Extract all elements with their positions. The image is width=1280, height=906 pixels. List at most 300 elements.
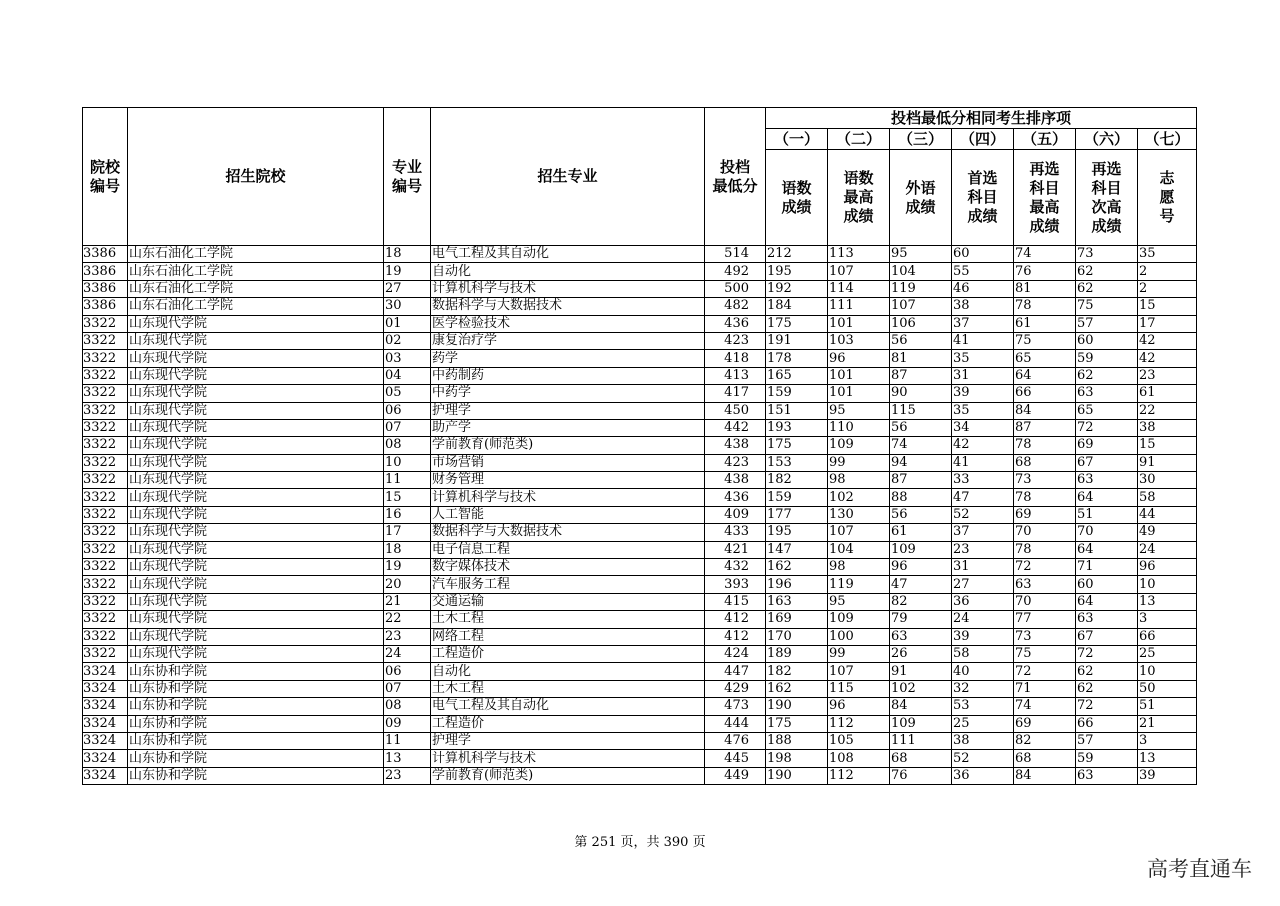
- cell-school: 山东现代学院: [128, 315, 384, 332]
- cell-min-score: 436: [705, 315, 766, 332]
- cell-s5: 84: [1014, 402, 1076, 419]
- cell-s1: 169: [766, 611, 828, 628]
- header-rank-3: （三）: [890, 129, 952, 150]
- cell-min-score: 438: [705, 437, 766, 454]
- table-row: [83, 576, 1197, 593]
- cell-s2: 110: [828, 419, 890, 436]
- header-sub-2: 语数 最高 成绩: [828, 150, 890, 246]
- table-row: [83, 472, 1197, 489]
- cell-school: 山东石油化工学院: [128, 263, 384, 280]
- cell-s4: 39: [952, 385, 1014, 402]
- header-major: 招生专业: [431, 108, 705, 246]
- cell-s1: 175: [766, 437, 828, 454]
- cell-min-score: 424: [705, 645, 766, 662]
- cell-min-score: 445: [705, 750, 766, 767]
- cell-school-code: 3386: [83, 280, 128, 297]
- cell-school-code: 3386: [83, 246, 128, 263]
- cell-s7: 23: [1138, 367, 1197, 384]
- cell-school: 山东现代学院: [128, 506, 384, 523]
- cell-school: 山东协和学院: [128, 698, 384, 715]
- cell-s7: 44: [1138, 506, 1197, 523]
- cell-s1: 151: [766, 402, 828, 419]
- cell-s1: 178: [766, 350, 828, 367]
- cell-s1: 188: [766, 732, 828, 749]
- header-sub-1: 语数 成绩: [766, 150, 828, 246]
- cell-school: 山东石油化工学院: [128, 246, 384, 263]
- cell-major-code: 08: [384, 437, 431, 454]
- cell-s5: 78: [1014, 437, 1076, 454]
- cell-s1: 182: [766, 472, 828, 489]
- cell-min-score: 423: [705, 454, 766, 471]
- table-row: [83, 437, 1197, 454]
- cell-s5: 77: [1014, 611, 1076, 628]
- cell-school: 山东协和学院: [128, 663, 384, 680]
- cell-major: 助产学: [431, 419, 705, 436]
- cell-s6: 60: [1076, 576, 1138, 593]
- cell-major: 自动化: [431, 663, 705, 680]
- table-row: [83, 489, 1197, 506]
- table-row: [83, 246, 1197, 263]
- cell-s6: 57: [1076, 315, 1138, 332]
- cell-s7: 50: [1138, 680, 1197, 697]
- cell-major: 药学: [431, 350, 705, 367]
- cell-s7: 35: [1138, 246, 1197, 263]
- cell-school: 山东现代学院: [128, 437, 384, 454]
- cell-s2: 115: [828, 680, 890, 697]
- cell-school-code: 3322: [83, 506, 128, 523]
- cell-school-code: 3322: [83, 593, 128, 610]
- cell-school: 山东现代学院: [128, 419, 384, 436]
- table-row: [83, 419, 1197, 436]
- cell-s6: 63: [1076, 767, 1138, 784]
- table-row: [83, 767, 1197, 784]
- cell-major: 电气工程及其自动化: [431, 698, 705, 715]
- cell-min-score: 412: [705, 628, 766, 645]
- cell-s7: 49: [1138, 524, 1197, 541]
- cell-major-code: 07: [384, 419, 431, 436]
- cell-s5: 74: [1014, 698, 1076, 715]
- cell-s4: 35: [952, 402, 1014, 419]
- cell-s7: 3: [1138, 611, 1197, 628]
- cell-school: 山东现代学院: [128, 541, 384, 558]
- cell-s5: 66: [1014, 385, 1076, 402]
- table-row: [83, 541, 1197, 558]
- cell-min-score: 421: [705, 541, 766, 558]
- cell-school-code: 3322: [83, 350, 128, 367]
- cell-school-code: 3386: [83, 298, 128, 315]
- cell-s5: 68: [1014, 750, 1076, 767]
- cell-s7: 24: [1138, 541, 1197, 558]
- table-row: [83, 698, 1197, 715]
- cell-s4: 41: [952, 454, 1014, 471]
- cell-s4: 32: [952, 680, 1014, 697]
- cell-s6: 63: [1076, 611, 1138, 628]
- cell-s7: 42: [1138, 332, 1197, 349]
- cell-s3: 74: [890, 437, 952, 454]
- cell-s7: 39: [1138, 767, 1197, 784]
- header-school-code: 院校 编号: [83, 108, 128, 246]
- cell-major: 电子信息工程: [431, 541, 705, 558]
- cell-min-score: 436: [705, 489, 766, 506]
- table-row: [83, 350, 1197, 367]
- cell-min-score: 500: [705, 280, 766, 297]
- cell-s6: 63: [1076, 472, 1138, 489]
- cell-major: 康复治疗学: [431, 332, 705, 349]
- table-row: [83, 680, 1197, 697]
- cell-s2: 104: [828, 541, 890, 558]
- cell-s7: 58: [1138, 489, 1197, 506]
- header-rank-1: （一）: [766, 129, 828, 150]
- header-rank-2: （二）: [828, 129, 890, 150]
- cell-school-code: 3324: [83, 715, 128, 732]
- cell-s2: 103: [828, 332, 890, 349]
- cell-s2: 107: [828, 524, 890, 541]
- cell-s6: 71: [1076, 559, 1138, 576]
- cell-school: 山东现代学院: [128, 385, 384, 402]
- cell-s7: 38: [1138, 419, 1197, 436]
- cell-school-code: 3322: [83, 385, 128, 402]
- cell-major-code: 16: [384, 506, 431, 523]
- cell-school-code: 3386: [83, 263, 128, 280]
- cell-s1: 153: [766, 454, 828, 471]
- cell-s6: 70: [1076, 524, 1138, 541]
- cell-school: 山东协和学院: [128, 732, 384, 749]
- cell-major: 自动化: [431, 263, 705, 280]
- cell-major: 学前教育(师范类): [431, 437, 705, 454]
- cell-s4: 37: [952, 315, 1014, 332]
- cell-s2: 95: [828, 402, 890, 419]
- cell-s2: 99: [828, 645, 890, 662]
- cell-s3: 56: [890, 419, 952, 436]
- cell-major: 网络工程: [431, 628, 705, 645]
- cell-min-score: 438: [705, 472, 766, 489]
- table-body: [83, 246, 1197, 785]
- cell-s2: 119: [828, 576, 890, 593]
- cell-s6: 59: [1076, 750, 1138, 767]
- cell-school: 山东现代学院: [128, 350, 384, 367]
- cell-s4: 27: [952, 576, 1014, 593]
- cell-s3: 47: [890, 576, 952, 593]
- cell-s3: 109: [890, 715, 952, 732]
- cell-s5: 87: [1014, 419, 1076, 436]
- cell-s2: 111: [828, 298, 890, 315]
- cell-major-code: 19: [384, 559, 431, 576]
- cell-major: 市场营销: [431, 454, 705, 471]
- cell-school-code: 3322: [83, 332, 128, 349]
- table-row: [83, 628, 1197, 645]
- cell-s3: 106: [890, 315, 952, 332]
- cell-s5: 70: [1014, 524, 1076, 541]
- cell-s3: 87: [890, 472, 952, 489]
- cell-s4: 39: [952, 628, 1014, 645]
- cell-major: 工程造价: [431, 645, 705, 662]
- cell-s2: 107: [828, 263, 890, 280]
- table-row: [83, 263, 1197, 280]
- cell-school: 山东协和学院: [128, 715, 384, 732]
- cell-s3: 68: [890, 750, 952, 767]
- cell-s6: 62: [1076, 680, 1138, 697]
- cell-s1: 159: [766, 489, 828, 506]
- cell-s6: 59: [1076, 350, 1138, 367]
- cell-s5: 84: [1014, 767, 1076, 784]
- cell-major-code: 13: [384, 750, 431, 767]
- cell-s7: 25: [1138, 645, 1197, 662]
- cell-s6: 69: [1076, 437, 1138, 454]
- cell-s1: 195: [766, 263, 828, 280]
- cell-s3: 119: [890, 280, 952, 297]
- cell-s1: 189: [766, 645, 828, 662]
- cell-s4: 33: [952, 472, 1014, 489]
- cell-s2: 99: [828, 454, 890, 471]
- cell-major: 计算机科学与技术: [431, 489, 705, 506]
- cell-s7: 3: [1138, 732, 1197, 749]
- cell-s7: 30: [1138, 472, 1197, 489]
- cell-school: 山东现代学院: [128, 454, 384, 471]
- cell-s4: 38: [952, 298, 1014, 315]
- header-sub-6: 再选 科目 次高 成绩: [1076, 150, 1138, 246]
- cell-major-code: 22: [384, 611, 431, 628]
- cell-s3: 79: [890, 611, 952, 628]
- cell-s4: 25: [952, 715, 1014, 732]
- cell-s5: 75: [1014, 332, 1076, 349]
- cell-s4: 47: [952, 489, 1014, 506]
- cell-school-code: 3322: [83, 611, 128, 628]
- cell-major: 医学检验技术: [431, 315, 705, 332]
- cell-s3: 94: [890, 454, 952, 471]
- cell-major: 计算机科学与技术: [431, 750, 705, 767]
- cell-s3: 26: [890, 645, 952, 662]
- cell-s1: 162: [766, 680, 828, 697]
- cell-s3: 104: [890, 263, 952, 280]
- cell-s6: 64: [1076, 489, 1138, 506]
- cell-major-code: 08: [384, 698, 431, 715]
- table-row: [83, 524, 1197, 541]
- cell-s5: 70: [1014, 593, 1076, 610]
- cell-s2: 95: [828, 593, 890, 610]
- cell-major-code: 15: [384, 489, 431, 506]
- cell-major: 土木工程: [431, 611, 705, 628]
- cell-s2: 109: [828, 611, 890, 628]
- cell-school-code: 3322: [83, 489, 128, 506]
- cell-s2: 102: [828, 489, 890, 506]
- header-sub-4: 首选 科目 成绩: [952, 150, 1014, 246]
- cell-school-code: 3324: [83, 663, 128, 680]
- cell-min-score: 473: [705, 698, 766, 715]
- cell-s5: 72: [1014, 663, 1076, 680]
- cell-s5: 78: [1014, 541, 1076, 558]
- table-row: [83, 280, 1197, 297]
- cell-school: 山东现代学院: [128, 593, 384, 610]
- cell-s2: 108: [828, 750, 890, 767]
- cell-major-code: 23: [384, 628, 431, 645]
- cell-s3: 61: [890, 524, 952, 541]
- cell-major-code: 01: [384, 315, 431, 332]
- cell-s6: 72: [1076, 645, 1138, 662]
- cell-major-code: 09: [384, 715, 431, 732]
- cell-min-score: 429: [705, 680, 766, 697]
- cell-s2: 96: [828, 698, 890, 715]
- cell-school-code: 3322: [83, 645, 128, 662]
- cell-min-score: 492: [705, 263, 766, 280]
- cell-major-code: 11: [384, 732, 431, 749]
- cell-major: 人工智能: [431, 506, 705, 523]
- cell-s1: 177: [766, 506, 828, 523]
- cell-school-code: 3322: [83, 576, 128, 593]
- cell-school: 山东协和学院: [128, 750, 384, 767]
- table-row: [83, 298, 1197, 315]
- cell-s2: 105: [828, 732, 890, 749]
- table-row: [83, 663, 1197, 680]
- cell-s3: 87: [890, 367, 952, 384]
- cell-major-code: 06: [384, 402, 431, 419]
- cell-s1: 147: [766, 541, 828, 558]
- cell-school: 山东现代学院: [128, 489, 384, 506]
- cell-major: 汽车服务工程: [431, 576, 705, 593]
- cell-s6: 67: [1076, 454, 1138, 471]
- table-row: [83, 750, 1197, 767]
- table-row: [83, 715, 1197, 732]
- cell-s2: 101: [828, 367, 890, 384]
- cell-s7: 51: [1138, 698, 1197, 715]
- cell-s3: 102: [890, 680, 952, 697]
- cell-school: 山东石油化工学院: [128, 280, 384, 297]
- table-row: [83, 506, 1197, 523]
- cell-min-score: 450: [705, 402, 766, 419]
- cell-s6: 51: [1076, 506, 1138, 523]
- cell-school-code: 3322: [83, 367, 128, 384]
- cell-s4: 52: [952, 750, 1014, 767]
- cell-s7: 66: [1138, 628, 1197, 645]
- cell-major: 计算机科学与技术: [431, 280, 705, 297]
- cell-s2: 112: [828, 715, 890, 732]
- cell-s3: 56: [890, 332, 952, 349]
- cell-s7: 21: [1138, 715, 1197, 732]
- cell-min-score: 476: [705, 732, 766, 749]
- cell-s5: 69: [1014, 506, 1076, 523]
- cell-school-code: 3322: [83, 315, 128, 332]
- cell-s6: 63: [1076, 385, 1138, 402]
- cell-school: 山东现代学院: [128, 402, 384, 419]
- cell-s1: 191: [766, 332, 828, 349]
- cell-major-code: 23: [384, 767, 431, 784]
- cell-s4: 46: [952, 280, 1014, 297]
- cell-major-code: 02: [384, 332, 431, 349]
- cell-s4: 58: [952, 645, 1014, 662]
- cell-major: 电气工程及其自动化: [431, 246, 705, 263]
- cell-s6: 66: [1076, 715, 1138, 732]
- header-school: 招生院校: [128, 108, 384, 246]
- header-tiebreak-group: 投档最低分相同考生排序项: [766, 108, 1197, 129]
- cell-s7: 13: [1138, 593, 1197, 610]
- cell-major: 数据科学与大数据技术: [431, 524, 705, 541]
- cell-s6: 72: [1076, 419, 1138, 436]
- cell-school-code: 3322: [83, 402, 128, 419]
- cell-s4: 37: [952, 524, 1014, 541]
- cell-s1: 175: [766, 715, 828, 732]
- cell-school-code: 3322: [83, 559, 128, 576]
- cell-min-score: 444: [705, 715, 766, 732]
- cell-s5: 63: [1014, 576, 1076, 593]
- cell-s4: 31: [952, 559, 1014, 576]
- cell-s3: 81: [890, 350, 952, 367]
- cell-s6: 64: [1076, 541, 1138, 558]
- cell-major-code: 11: [384, 472, 431, 489]
- cell-min-score: 449: [705, 767, 766, 784]
- cell-s7: 2: [1138, 280, 1197, 297]
- cell-s6: 57: [1076, 732, 1138, 749]
- cell-s5: 69: [1014, 715, 1076, 732]
- cell-major: 交通运输: [431, 593, 705, 610]
- table-row: [83, 385, 1197, 402]
- cell-major: 土木工程: [431, 680, 705, 697]
- cell-s7: 10: [1138, 576, 1197, 593]
- cell-school-code: 3324: [83, 698, 128, 715]
- cell-s2: 101: [828, 315, 890, 332]
- cell-s7: 42: [1138, 350, 1197, 367]
- cell-min-score: 417: [705, 385, 766, 402]
- cell-s5: 68: [1014, 454, 1076, 471]
- cell-major-code: 07: [384, 680, 431, 697]
- cell-school-code: 3324: [83, 732, 128, 749]
- cell-s2: 130: [828, 506, 890, 523]
- cell-min-score: 442: [705, 419, 766, 436]
- table-row: [83, 367, 1197, 384]
- cell-s4: 36: [952, 767, 1014, 784]
- cell-s4: 40: [952, 663, 1014, 680]
- cell-s2: 107: [828, 663, 890, 680]
- cell-s1: 190: [766, 767, 828, 784]
- cell-s2: 98: [828, 559, 890, 576]
- cell-min-score: 409: [705, 506, 766, 523]
- cell-s7: 96: [1138, 559, 1197, 576]
- cell-major: 中药学: [431, 385, 705, 402]
- cell-s1: 192: [766, 280, 828, 297]
- cell-school: 山东协和学院: [128, 680, 384, 697]
- cell-s1: 198: [766, 750, 828, 767]
- cell-major: 护理学: [431, 402, 705, 419]
- cell-s1: 165: [766, 367, 828, 384]
- table-row: [83, 645, 1197, 662]
- cell-s4: 31: [952, 367, 1014, 384]
- cell-major: 财务管理: [431, 472, 705, 489]
- cell-major: 学前教育(师范类): [431, 767, 705, 784]
- cell-s6: 62: [1076, 663, 1138, 680]
- cell-s6: 62: [1076, 280, 1138, 297]
- cell-s2: 96: [828, 350, 890, 367]
- cell-s2: 100: [828, 628, 890, 645]
- cell-min-score: 482: [705, 298, 766, 315]
- header-rank-4: （四）: [952, 129, 1014, 150]
- cell-s6: 60: [1076, 332, 1138, 349]
- cell-s4: 23: [952, 541, 1014, 558]
- cell-s5: 73: [1014, 628, 1076, 645]
- header-sub-5: 再选 科目 最高 成绩: [1014, 150, 1076, 246]
- cell-s3: 91: [890, 663, 952, 680]
- header-rank-6: （六）: [1076, 129, 1138, 150]
- cell-min-score: 514: [705, 246, 766, 263]
- cell-school: 山东现代学院: [128, 367, 384, 384]
- cell-s4: 53: [952, 698, 1014, 715]
- cell-s2: 101: [828, 385, 890, 402]
- header-rank-5: （五）: [1014, 129, 1076, 150]
- cell-min-score: 413: [705, 367, 766, 384]
- header-sub-3: 外语 成绩: [890, 150, 952, 246]
- cell-s1: 162: [766, 559, 828, 576]
- table-row: [83, 559, 1197, 576]
- cell-s7: 61: [1138, 385, 1197, 402]
- cell-s4: 42: [952, 437, 1014, 454]
- cell-school: 山东现代学院: [128, 524, 384, 541]
